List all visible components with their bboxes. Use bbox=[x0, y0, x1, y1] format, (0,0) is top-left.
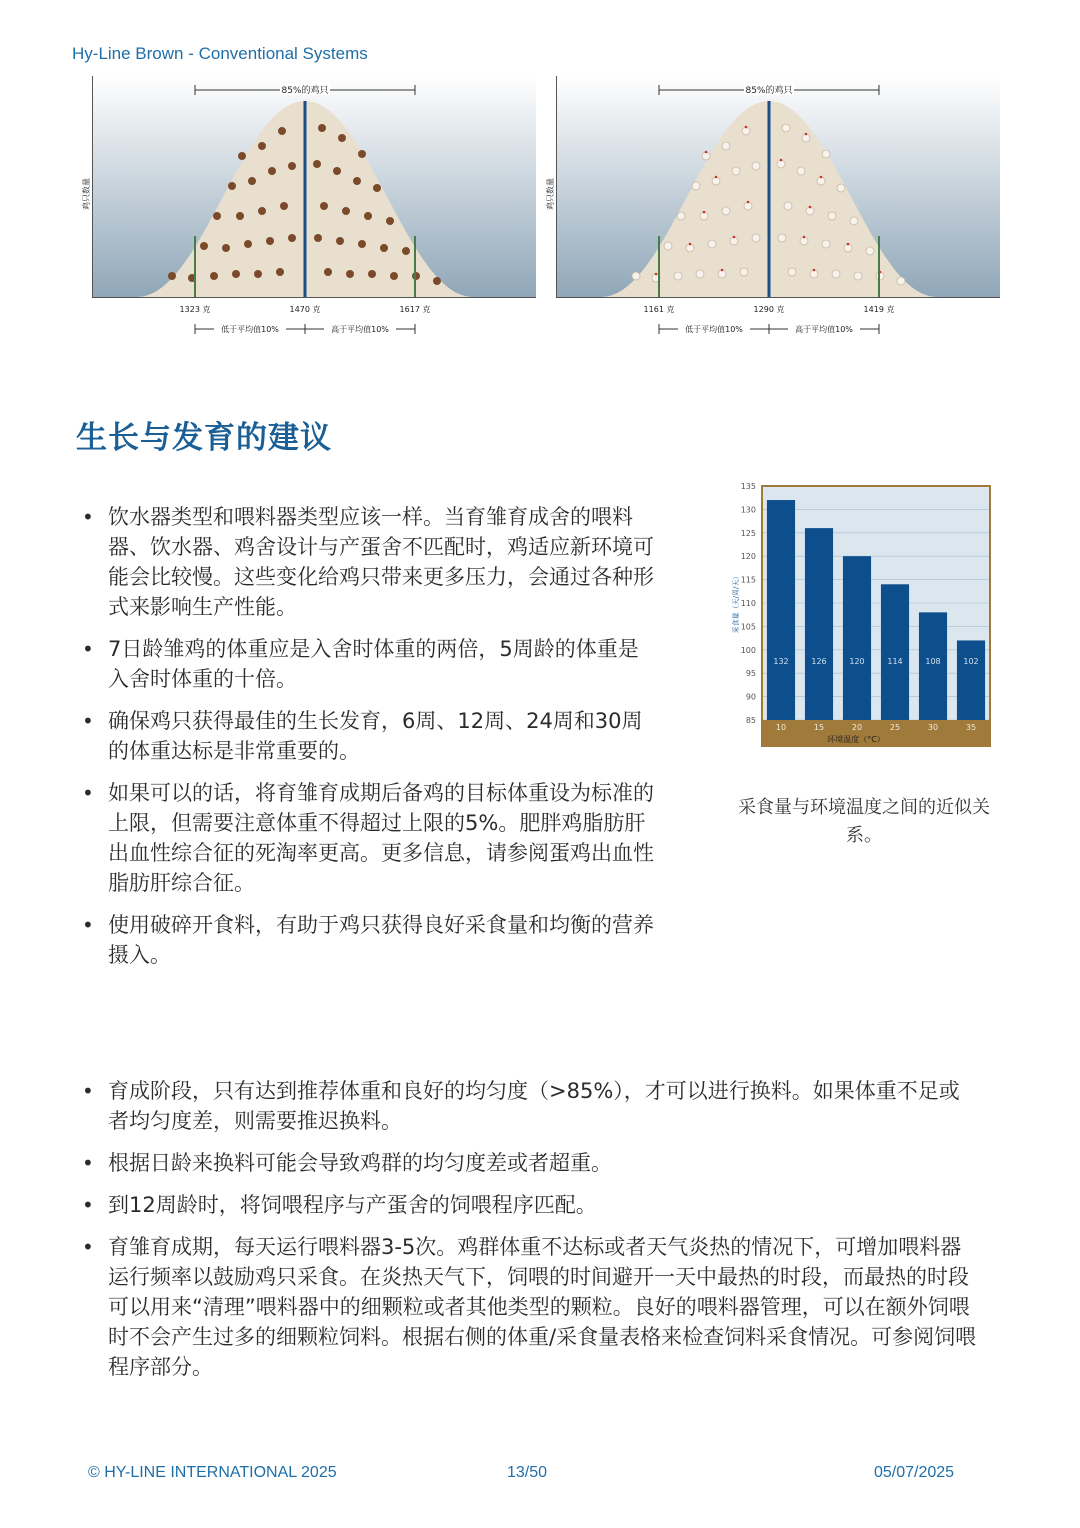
x-tick-label: 30 bbox=[927, 723, 939, 732]
y-tick-label: 110 bbox=[740, 599, 756, 608]
bar-value-label: 126 bbox=[811, 656, 827, 666]
bar bbox=[919, 612, 947, 720]
footer-page-number: 13/50 bbox=[507, 1464, 548, 1481]
list-item: • 如果可以的话，将育雏育成期后备鸡的目标体重设为标准的上限，但需要注意体重不得超过上限的5%。肥胖鸡脂肪肝出血性综合征的死淘率更高。更多信息，请参阅蛋鸡出血性脂肪肝综合征。 bbox=[78, 778, 658, 898]
list-item: • 育雏育成期，每天运行喂料器3-5次。鸡群体重不达标或者天气炎热的情况下，可增加喂料器运行频率以鼓励鸡只采食。在炎热天气下，饲喂的时间避开一天中最热的时段，而最热的时段可以用来“清理”喂料器中的细颗粒或者其他类型的颗粒。良好的喂料器管理，可以在额外饲喂时不会产生过多的细颗粒饲料。根据右侧的体重/采食量表格来检查饲料采食情况。可参阅饲喂程序部分。 bbox=[78, 1232, 978, 1382]
list-item: • 确保鸡只获得最佳的生长发育，6周、12周、24周和30周的体重达标是非常重要的。 bbox=[78, 706, 658, 766]
weight-mean-label: 1470 克 bbox=[289, 305, 321, 314]
below-mean-label: 低于平均值10% bbox=[221, 325, 279, 334]
chart-caption: 采食量与环境温度之间的近似关系。 bbox=[738, 797, 990, 846]
x-axis-label: 环境温度（°C） bbox=[827, 735, 885, 744]
y-tick-label: 125 bbox=[740, 528, 756, 538]
weight-high-label: 1617 克 bbox=[399, 305, 431, 314]
weight-high-label: 1419 克 bbox=[863, 305, 895, 314]
bar-value-label: 102 bbox=[963, 656, 979, 666]
bar bbox=[767, 500, 795, 720]
bar bbox=[881, 584, 909, 720]
recommendations-list-top bbox=[78, 502, 658, 982]
bar-value-label: 108 bbox=[925, 656, 941, 666]
bell-y-axis-label: 鸡只数量 bbox=[82, 178, 91, 210]
list-item: • 到12周龄时，将饲喂程序与产蛋舍的饲喂程序匹配。 bbox=[78, 1190, 978, 1220]
bell-svg bbox=[546, 76, 1000, 340]
footer-copyright: © HY-LINE INTERNATIONAL 2025 bbox=[88, 1464, 337, 1481]
x-tick-label: 25 bbox=[889, 723, 901, 732]
footer-date: 05/07/2025 bbox=[874, 1464, 955, 1481]
bar-value-label: 120 bbox=[849, 656, 865, 666]
y-tick-label: 95 bbox=[745, 669, 756, 679]
recommendations-list-bottom bbox=[78, 1076, 978, 1394]
bell-svg bbox=[82, 76, 536, 340]
y-axis-label: 采食量（天/周/天） bbox=[732, 572, 740, 634]
feed-temperature-chart bbox=[728, 478, 994, 776]
list-item: • 7日龄雏鸡的体重应是入舍时体重的两倍，5周龄的体重是入舍时体重的十倍。 bbox=[78, 634, 658, 694]
bar bbox=[957, 640, 985, 720]
list-item: • 根据日龄来换料可能会导致鸡群的均匀度差或者超重。 bbox=[78, 1148, 978, 1178]
list-item: • 饮水器类型和喂料器类型应该一样。当育雏育成舍的喂料器、饮水器、鸡舍设计与产蛋舍不匹配时，鸡适应新环境可能会比较慢。这些变化给鸡只带来更多压力，会通过各种形式来影响生产性能。 bbox=[78, 502, 658, 622]
y-tick-label: 100 bbox=[740, 645, 756, 655]
weight-low-label: 1323 克 bbox=[179, 305, 211, 314]
bell-y-axis-label: 鸡只数量 bbox=[546, 178, 555, 210]
y-tick-label: 115 bbox=[740, 575, 756, 585]
uniformity-bell-chart-brown bbox=[82, 76, 536, 340]
above-mean-label: 高于平均值10% bbox=[795, 325, 853, 334]
y-tick-label: 130 bbox=[740, 505, 756, 515]
document-header-title: Hy-Line Brown - Conventional Systems bbox=[72, 44, 368, 63]
bar-value-label: 114 bbox=[887, 656, 903, 666]
list-item: • 育成阶段，只有达到推荐体重和良好的均匀度（>85%），才可以进行换料。如果体重不足或者均匀度差，则需要推迟换料。 bbox=[78, 1076, 978, 1136]
x-tick-label: 10 bbox=[775, 723, 787, 732]
bell-top-label: 85%的鸡只 bbox=[745, 86, 793, 96]
uniformity-bell-chart-white bbox=[546, 76, 1000, 340]
below-mean-label: 低于平均值10% bbox=[685, 325, 743, 334]
weight-low-label: 1161 克 bbox=[643, 305, 675, 314]
y-tick-label: 135 bbox=[740, 482, 756, 491]
weight-mean-label: 1290 克 bbox=[753, 305, 785, 314]
y-tick-label: 85 bbox=[745, 716, 756, 725]
section-title: 生长与发育的建议 bbox=[76, 420, 332, 456]
list-item: • 使用破碎开食料，有助于鸡只获得良好采食量和均衡的营养摄入。 bbox=[78, 910, 658, 970]
above-mean-label: 高于平均值10% bbox=[331, 325, 389, 334]
y-tick-label: 90 bbox=[745, 692, 756, 702]
bar bbox=[843, 556, 871, 720]
bell-top-label: 85%的鸡只 bbox=[281, 86, 329, 96]
feed-chart-svg bbox=[728, 478, 994, 776]
bar bbox=[805, 528, 833, 720]
y-tick-label: 105 bbox=[740, 622, 756, 632]
x-tick-label: 15 bbox=[813, 723, 825, 732]
x-tick-label: 35 bbox=[965, 723, 977, 732]
bar-value-label: 132 bbox=[773, 656, 789, 666]
x-tick-label: 20 bbox=[851, 723, 863, 732]
y-tick-label: 120 bbox=[740, 552, 756, 562]
